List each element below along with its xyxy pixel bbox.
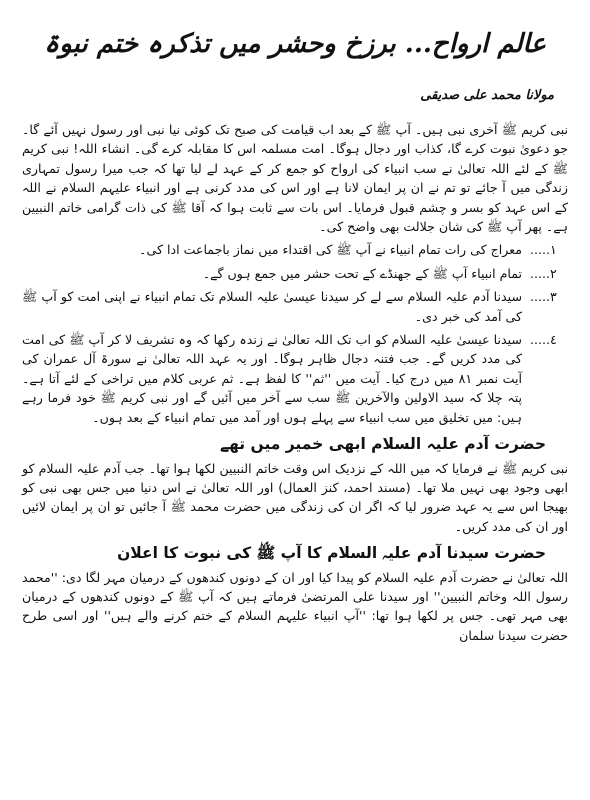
list-item: [22, 287, 568, 326]
intro-paragraph: نبی کریم ﷺ آخری نبی ہیں۔ آپ ﷺ کے بعد اب قیامت کی صبح تک کوئی نیا نبی اور رسول نہیں آئے گا۔ جو دعویٰ نبوت کرے گا، کذاب اور دجال ہوگا۔ امت مسلمہ اس کا مقابلہ کرے گی۔ انشاء اللہ! نبی کریم ﷺ کے لئے اللہ تعالیٰ نے سب انبیاء کی ارواح کو جمع کر کے عہد لے لیا تھا کہ جب میرا رسول تمہاری زندگی میں آ جائے تو تم نے ان پر ایمان لانا ہے اور اس کی مدد کرنی ہے اور انبیاء علیہم السلام نے اللہ کے اس عہد کو بسر و چشم قبول فرمایا۔ اس بات سے ثابت ہوا کہ آقا ﷺ کی ذات گرامی خاتم النبیین ہے۔ پھر آپ ﷺ کی شان جلالت بھی واضح کی۔: [22, 122, 568, 235]
list-item-text: تمام انبیاء آپ ﷺ کے جھنڈے کے تحت حشر میں جمع ہوں گے۔: [202, 265, 522, 281]
section-paragraph-adam-khameer: نبی کریم ﷺ نے فرمایا کہ میں اللہ کے نزدیک اس وقت خاتم النبیین لکھا ہوا تھا۔ جب آدم علیہ السلام کو ابھی وجود بھی نہیں ملا تھا۔ (مسند احمد، کنز العمال) اور اللہ تعالیٰ نے اس دنیا میں جس بھی نبی کو بھیجا اس سے یہ عہد ضرور لیا کہ اگر ان کی زندگی میں حضرت محمد ﷺ آ جائیں تو ان پر ایمان لائیں اور ان کی مدد کریں۔: [22, 460, 568, 534]
list-item: [22, 264, 568, 283]
author-name: مولانا محمد علی صدیقی: [420, 88, 554, 103]
list-number: ٢.....: [530, 265, 557, 281]
list-item-text: معراج کی رات تمام انبیاء نے آپ ﷺ کی اقتداء میں نماز باجماعت ادا کی۔: [139, 242, 522, 258]
list-item: [22, 330, 568, 427]
list-item-text: سیدنا عیسیٰ علیہ السلام کو اب تک اللہ تعالیٰ نے زندہ رکھا کہ وہ تشریف لا کر آپ ﷺ کی امت کی مدد کریں گے۔ جب فتنہ دجال ظاہر ہوگا۔ اور یہ عہد اللہ تعالیٰ نے سورۃ آل عمران کی آیت نمبر ٨١ میں درج کیا۔ آیت میں ''ثم'' کا لفظ ہے۔ ثم عربی کلام میں تراخی کے لئے آتا ہے۔ پتہ چلا کہ سید الاولین والآخرین ﷺ سب سے آخر میں آئیں گے اور نبی کریم ﷺ خود فرما رہے ہیں: میں تخلیق میں سب انبیاء سے پہلے ہوں اور آمد میں تمام انبیاء کے بعد ہوں۔: [22, 332, 522, 425]
list-number: ١.....: [530, 242, 557, 258]
list-number: ٣.....: [530, 289, 557, 305]
section-paragraph-adam-announcement: اللہ تعالیٰ نے حضرت آدم علیہ السلام کو پیدا کیا اور ان کے دونوں کندھوں کے درمیان مہر لگا دی: ''محمد رسول اللہ وخاتم النبیین'' اور سیدنا علی المرتضیٰ فرماتے ہیں کہ آپ ﷺ کے دونوں کندھوں کے درمیان بھی مہر تھی۔ جس پر لکھا ہوا تھا: ''آپ انبیاء علیہم السلام کے ختم کرنے والے ہیں'' اور اسی طرح حضرت سیدنا سلمان: [22, 569, 568, 643]
list-item: [22, 240, 568, 259]
section-heading-adam-announcement: حضرت سیدنا آدم علیہ السلام کا آپ ﷺ کی نبوت کا اعلان: [117, 544, 546, 563]
section-heading-adam-khameer: حضرت آدم علیہ السلام ابھی خمیر میں تھے: [219, 435, 546, 454]
article-body: [22, 120, 568, 645]
numbered-list: [22, 240, 568, 427]
article-title: عالم ارواح... برزخ وحشر میں تذکرہ ختم نبوۃ: [44, 29, 546, 60]
list-item-text: سیدنا آدم علیہ السلام سے لے کر سیدنا عیسیٰ علیہ السلام تک تمام انبیاء نے اپنی امت کو آپ ﷺ کی آمد کی خبر دی۔: [22, 289, 522, 324]
list-number: ٤.....: [530, 332, 557, 348]
